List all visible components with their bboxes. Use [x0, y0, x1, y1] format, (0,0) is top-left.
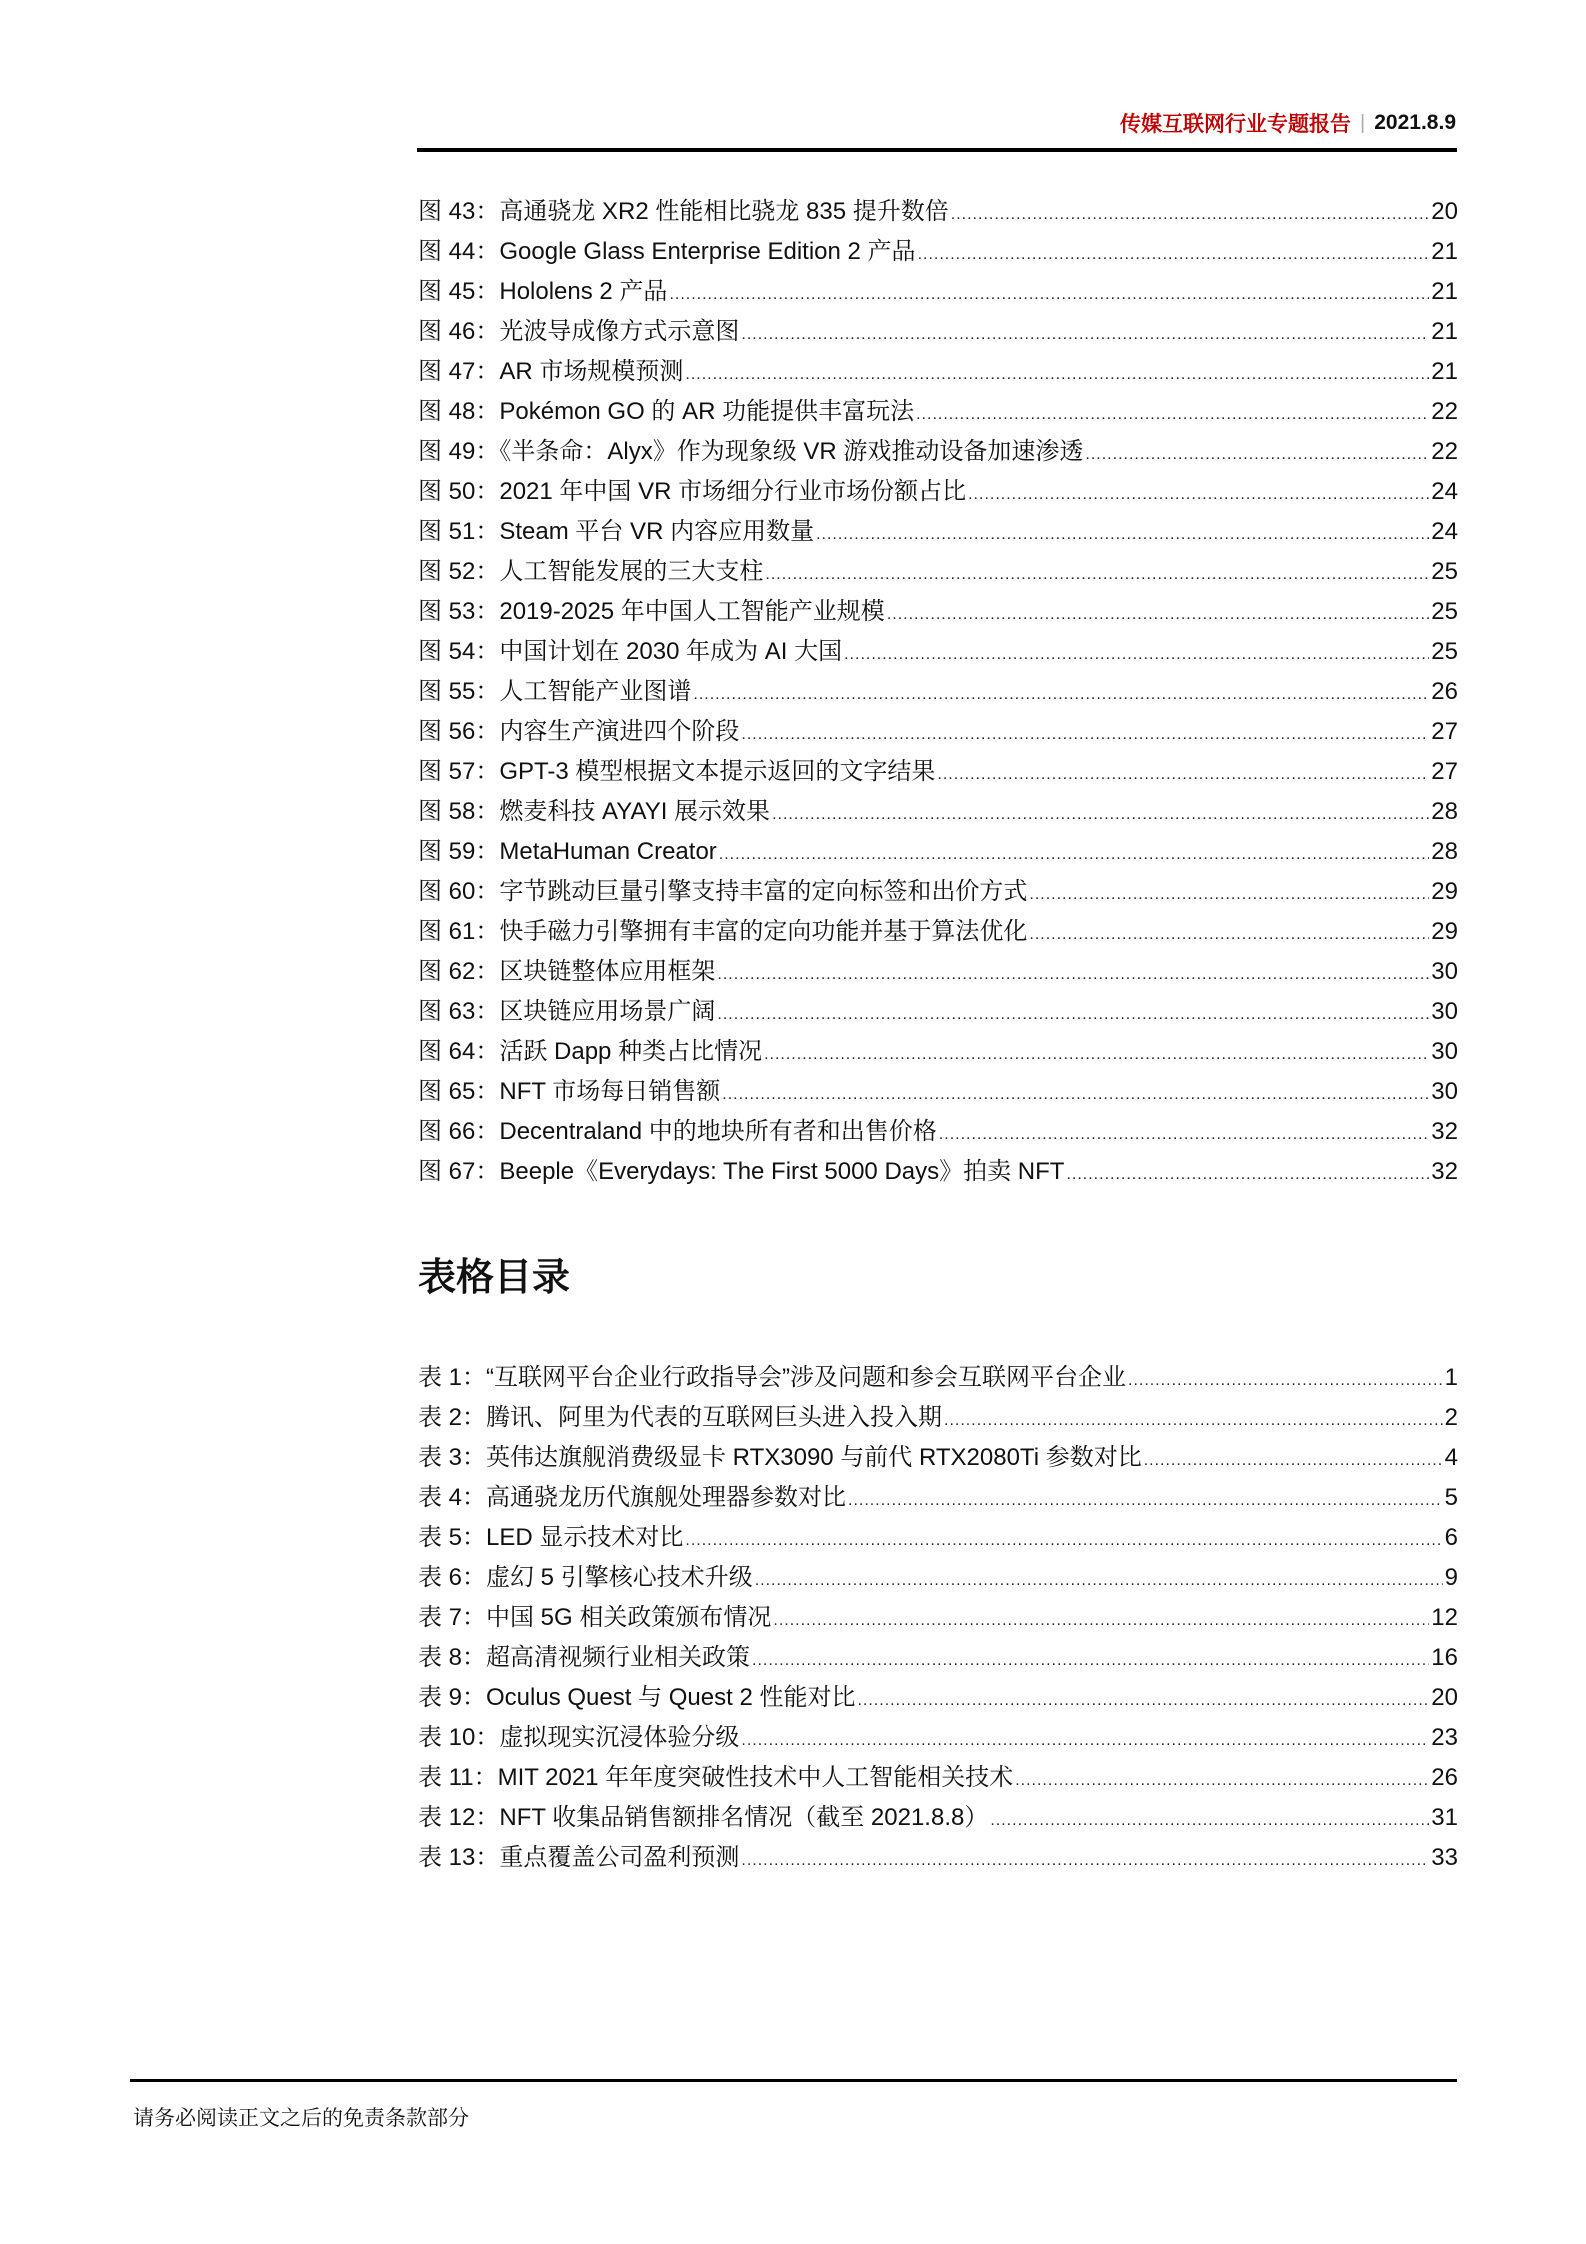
- figure-toc-entry-page-number: 25: [1431, 638, 1458, 665]
- dot-leader: [848, 1481, 1443, 1521]
- table-toc-entry-page-number: 31: [1431, 1804, 1458, 1831]
- report-title: 传媒互联网行业专题报告: [1120, 113, 1352, 136]
- figure-toc-entry-page-number: 25: [1431, 598, 1458, 625]
- dot-leader: [717, 955, 1429, 995]
- figure-toc-entry[interactable]: [418, 672, 1458, 712]
- dot-leader: [857, 1681, 1429, 1721]
- table-toc-entry-page-number: 5: [1444, 1484, 1458, 1511]
- figure-toc-entry[interactable]: [418, 1072, 1458, 1112]
- figure-toc-entry-label: 图 60：字节跳动巨量引擎支持丰富的定向标签和出价方式: [418, 878, 1028, 905]
- figure-toc-entry-label: 图 59：MetaHuman Creator: [418, 838, 717, 865]
- table-toc-entry-label: 表 4：高通骁龙历代旗舰处理器参数对比: [418, 1484, 847, 1511]
- dot-leader: [1015, 1761, 1429, 1801]
- dot-leader: [1066, 1155, 1429, 1195]
- figure-toc-entry-page-number: 27: [1431, 758, 1458, 785]
- dot-leader: [773, 1601, 1429, 1641]
- dot-leader: [916, 395, 1429, 435]
- figure-toc-entry-label: 图 48：Pokémon GO 的 AR 功能提供丰富玩法: [418, 398, 915, 425]
- table-toc-entry[interactable]: [418, 1598, 1458, 1638]
- dot-leader: [693, 675, 1429, 715]
- figure-toc-entry[interactable]: [418, 832, 1458, 872]
- figure-toc-entry-label: 图 66：Decentraland 中的地块所有者和出售价格: [418, 1118, 937, 1145]
- figure-toc-entry-label: 图 61：快手磁力引擎拥有丰富的定向功能并基于算法优化: [418, 918, 1028, 945]
- table-toc-entry-page-number: 9: [1444, 1564, 1458, 1591]
- figure-toc-entry[interactable]: [418, 992, 1458, 1032]
- figure-toc-entry[interactable]: [418, 192, 1458, 232]
- figure-toc-entry[interactable]: [418, 232, 1458, 272]
- table-toc-entry-label: 表 7：中国 5G 相关政策颁布情况: [418, 1604, 772, 1631]
- table-toc-entry-label: 表 1：“互联网平台企业行政指导会”涉及问题和参会互联网平台企业: [418, 1364, 1126, 1391]
- table-toc-entry[interactable]: [418, 1358, 1458, 1398]
- figure-toc-entry-label: 图 56：内容生产演进四个阶段: [418, 718, 740, 745]
- figure-toc-entry[interactable]: [418, 872, 1458, 912]
- figure-toc-entry[interactable]: [418, 592, 1458, 632]
- figure-toc-entry[interactable]: [418, 272, 1458, 312]
- figure-toc-entry[interactable]: [418, 432, 1458, 472]
- table-toc-entry[interactable]: [418, 1518, 1458, 1558]
- table-toc-entry-label: 表 3：英伟达旗舰消费级显卡 RTX3090 与前代 RTX2080Ti 参数对比: [418, 1444, 1142, 1471]
- figure-toc-entry-page-number: 24: [1431, 518, 1458, 545]
- dot-leader: [937, 755, 1429, 795]
- figure-toc-entry-page-number: 24: [1431, 478, 1458, 505]
- figure-toc-entry-page-number: 30: [1431, 998, 1458, 1025]
- figure-toc-entry[interactable]: [418, 752, 1458, 792]
- figure-toc-entry-label: 图 64：活跃 Dapp 种类占比情况: [418, 1038, 763, 1065]
- dot-leader: [1029, 915, 1429, 955]
- dot-leader: [752, 1641, 1429, 1681]
- figure-toc-entry-page-number: 29: [1431, 878, 1458, 905]
- table-toc-entry[interactable]: [418, 1758, 1458, 1798]
- figure-toc-entry-label: 图 55：人工智能产业图谱: [418, 678, 692, 705]
- dot-leader: [717, 995, 1429, 1035]
- dot-leader: [669, 275, 1429, 315]
- header-rule: [417, 148, 1457, 152]
- figure-toc-entry-page-number: 32: [1431, 1118, 1458, 1145]
- table-toc-entry-label: 表 13：重点覆盖公司盈利预测: [418, 1844, 740, 1871]
- figure-toc-entry[interactable]: [418, 792, 1458, 832]
- dot-leader: [755, 1561, 1443, 1601]
- figure-toc-entry-page-number: 21: [1431, 358, 1458, 385]
- figure-toc-entry-page-number: 21: [1431, 318, 1458, 345]
- figure-toc-entry[interactable]: [418, 512, 1458, 552]
- dot-leader: [944, 1401, 1443, 1441]
- figure-toc-entry-label: 图 51：Steam 平台 VR 内容应用数量: [418, 518, 815, 545]
- table-toc-entry-label: 表 12：NFT 收集品销售额排名情况（截至 2021.8.8）: [418, 1804, 989, 1831]
- table-toc-entry[interactable]: [418, 1558, 1458, 1598]
- table-toc-entry-label: 表 10：虚拟现实沉浸体验分级: [418, 1724, 740, 1751]
- dot-leader: [685, 1521, 1442, 1561]
- page-header: [1120, 108, 1456, 138]
- table-toc-entry[interactable]: [418, 1398, 1458, 1438]
- table-toc-entry-page-number: 26: [1431, 1764, 1458, 1791]
- figure-toc-entry-page-number: 27: [1431, 718, 1458, 745]
- table-toc-entry-page-number: 2: [1444, 1404, 1458, 1431]
- figure-toc-entry-label: 图 53：2019-2025 年中国人工智能产业规模: [418, 598, 885, 625]
- figure-toc-entry-page-number: 28: [1431, 838, 1458, 865]
- table-toc-entry-page-number: 12: [1431, 1604, 1458, 1631]
- figure-toc-entry-page-number: 30: [1431, 958, 1458, 985]
- table-toc-entry-page-number: 23: [1431, 1724, 1458, 1751]
- figure-toc-entry-label: 图 49：《半条命：Alyx》作为现象级 VR 游戏推动设备加速渗透: [418, 438, 1084, 465]
- header-separator: |: [1360, 111, 1366, 134]
- table-toc-entry-page-number: 6: [1444, 1524, 1458, 1551]
- dot-leader: [1085, 435, 1429, 475]
- figure-toc-entry-page-number: 21: [1431, 238, 1458, 265]
- figure-toc-entry[interactable]: [418, 952, 1458, 992]
- dot-leader: [764, 1035, 1429, 1075]
- dot-leader: [741, 1841, 1429, 1881]
- figure-toc-entry-label: 图 50：2021 年中国 VR 市场细分行业市场份额占比: [418, 478, 967, 505]
- table-toc-entry[interactable]: [418, 1638, 1458, 1678]
- table-toc-entry-label: 表 5：LED 显示技术对比: [418, 1524, 684, 1551]
- figure-toc-entry-page-number: 32: [1431, 1158, 1458, 1185]
- dot-leader: [1144, 1441, 1443, 1481]
- dot-leader: [1128, 1361, 1443, 1401]
- table-toc-entry-label: 表 8：超高清视频行业相关政策: [418, 1644, 751, 1671]
- table-list: [418, 1358, 1458, 1878]
- figure-toc-entry[interactable]: [418, 1152, 1458, 1192]
- table-toc-entry-page-number: 1: [1444, 1364, 1458, 1391]
- figure-toc-entry-label: 图 44：Google Glass Enterprise Edition 2 产品: [418, 238, 916, 265]
- dot-leader: [722, 1075, 1429, 1115]
- figure-toc-entry-page-number: 29: [1431, 918, 1458, 945]
- figure-toc-entry-label: 图 43：高通骁龙 XR2 性能相比骁龙 835 提升数倍: [418, 198, 949, 225]
- dot-leader: [844, 635, 1429, 675]
- figure-toc-entry[interactable]: [418, 1112, 1458, 1152]
- figure-toc-entry[interactable]: [418, 712, 1458, 752]
- table-toc-entry-page-number: 16: [1431, 1644, 1458, 1671]
- table-toc-entry-label: 表 11：MIT 2021 年年度突破性技术中人工智能相关技术: [418, 1764, 1014, 1791]
- figure-toc-entry-page-number: 20: [1431, 198, 1458, 225]
- figure-toc-entry-label: 图 52：人工智能发展的三大支柱: [418, 558, 764, 585]
- dot-leader: [772, 795, 1429, 835]
- figure-toc-entry-page-number: 22: [1431, 398, 1458, 425]
- figure-list: [418, 192, 1458, 1192]
- figure-toc-entry-label: 图 62：区块链整体应用框架: [418, 958, 716, 985]
- dot-leader: [816, 515, 1429, 555]
- dot-leader: [765, 555, 1429, 595]
- table-toc-entry-label: 表 2：腾讯、阿里为代表的互联网巨头进入投入期: [418, 1404, 943, 1431]
- table-toc-entry[interactable]: [418, 1678, 1458, 1718]
- table-toc-entry-label: 表 6：虚幻 5 引擎核心技术升级: [418, 1564, 753, 1591]
- figure-toc-entry[interactable]: [418, 312, 1458, 352]
- table-toc-entry[interactable]: [418, 1438, 1458, 1478]
- figure-toc-entry-label: 图 63：区块链应用场景广阔: [418, 998, 716, 1025]
- table-toc-entry-page-number: 4: [1444, 1444, 1458, 1471]
- table-toc-entry-page-number: 20: [1431, 1684, 1458, 1711]
- figure-toc-entry[interactable]: [418, 632, 1458, 672]
- figure-toc-entry-page-number: 21: [1431, 278, 1458, 305]
- table-toc-entry[interactable]: [418, 1718, 1458, 1758]
- figure-toc-entry-label: 图 45：Hololens 2 产品: [418, 278, 668, 305]
- dot-leader: [741, 715, 1429, 755]
- dot-leader: [918, 235, 1430, 275]
- tables-section-title: 表格目录: [418, 1257, 571, 1299]
- dot-leader: [685, 355, 1429, 395]
- figure-toc-entry[interactable]: [418, 392, 1458, 432]
- table-toc-entry[interactable]: [418, 1478, 1458, 1518]
- figure-toc-entry-page-number: 28: [1431, 798, 1458, 825]
- dot-leader: [951, 195, 1430, 235]
- dot-leader: [719, 835, 1430, 875]
- dot-leader: [939, 1115, 1430, 1155]
- figure-toc-entry[interactable]: [418, 352, 1458, 392]
- dot-leader: [887, 595, 1429, 635]
- dot-leader: [968, 475, 1429, 515]
- figure-toc-entry[interactable]: [418, 552, 1458, 592]
- figure-toc-entry-page-number: 30: [1431, 1078, 1458, 1105]
- figure-toc-entry-page-number: 26: [1431, 678, 1458, 705]
- figure-toc-entry-label: 图 47：AR 市场规模预测: [418, 358, 684, 385]
- figure-toc-entry-label: 图 54：中国计划在 2030 年成为 AI 大国: [418, 638, 843, 665]
- figure-toc-entry[interactable]: [418, 1032, 1458, 1072]
- figure-toc-entry-label: 图 58：燃麦科技 AYAYI 展示效果: [418, 798, 771, 825]
- figure-toc-entry[interactable]: [418, 472, 1458, 512]
- footer-disclaimer: 请务必阅读正文之后的免责条款部分: [133, 2107, 469, 2130]
- footer-rule: [130, 2079, 1457, 2082]
- dot-leader: [990, 1801, 1429, 1841]
- figure-toc-entry-label: 图 67：Beeple《Everydays: The First 5000 Days》拍卖 NFT: [418, 1158, 1065, 1185]
- figure-toc-entry-page-number: 25: [1431, 558, 1458, 585]
- dot-leader: [741, 1721, 1429, 1761]
- figure-toc-entry-page-number: 30: [1431, 1038, 1458, 1065]
- report-date: 2021.8.9: [1374, 111, 1456, 134]
- figure-toc-entry-label: 图 57：GPT-3 模型根据文本提示返回的文字结果: [418, 758, 936, 785]
- figure-toc-entry-page-number: 22: [1431, 438, 1458, 465]
- dot-leader: [741, 315, 1429, 355]
- table-toc-entry-page-number: 33: [1431, 1844, 1458, 1871]
- dot-leader: [1029, 875, 1429, 915]
- table-toc-entry[interactable]: [418, 1838, 1458, 1878]
- table-toc-entry[interactable]: [418, 1798, 1458, 1838]
- table-toc-entry-label: 表 9：Oculus Quest 与 Quest 2 性能对比: [418, 1684, 856, 1711]
- figure-toc-entry-label: 图 65：NFT 市场每日销售额: [418, 1078, 721, 1105]
- figure-toc-entry-label: 图 46：光波导成像方式示意图: [418, 318, 740, 345]
- figure-toc-entry[interactable]: [418, 912, 1458, 952]
